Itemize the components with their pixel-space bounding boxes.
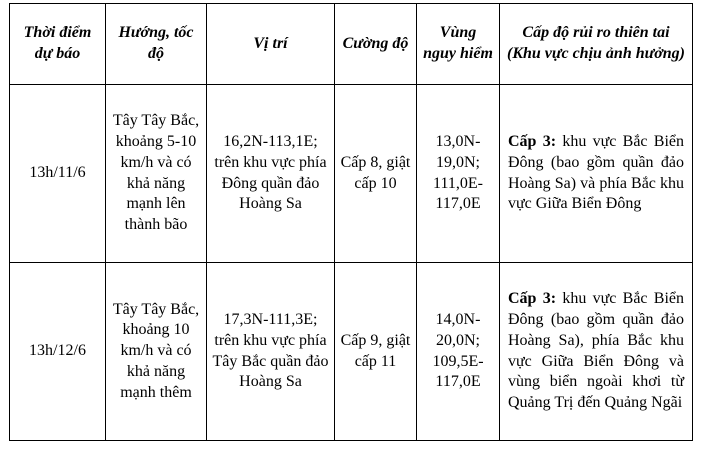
cell-direction-speed: Tây Tây Bắc, khoảng 5-10 km/h và có khả năng mạnh lên thành bão (106, 85, 207, 263)
header-risk-level: Cấp độ rủi ro thiên tai (Khu vực chịu ảnh hưởng) (500, 4, 693, 85)
cell-position: 17,3N-111,3E; trên khu vực phía Tây Bắc quần đảo Hoàng Sa (207, 263, 335, 441)
cell-risk-level (500, 85, 693, 263)
header-position: Vị trí (207, 4, 335, 85)
forecast-table-container (9, 3, 693, 441)
header-forecast-time: Thời điểm dự báo (10, 4, 106, 85)
risk-level-label: Cấp 3: (508, 132, 557, 150)
header-direction-speed: Hướng, tốc độ (106, 4, 207, 85)
header-intensity: Cường độ (335, 4, 417, 85)
table-row (10, 85, 693, 263)
risk-level-label: Cấp 3: (508, 290, 557, 308)
risk-area-text: khu vực Bắc Biển Đông (bao gồm quần đảo Hoàng Sa) và phía Bắc khu vực Giữa Biển Đông (508, 132, 685, 213)
storm-forecast-table (9, 3, 693, 441)
cell-danger-zone: 13,0N-19,0N; 111,0E-117,0E (417, 85, 500, 263)
cell-forecast-time: 13h/11/6 (10, 85, 106, 263)
cell-forecast-time: 13h/12/6 (10, 263, 106, 441)
cell-intensity: Cấp 9, giật cấp 11 (335, 263, 417, 441)
cell-position: 16,2N-113,1E; trên khu vực phía Đông quần đảo Hoàng Sa (207, 85, 335, 263)
header-danger-zone: Vùng nguy hiểm (417, 4, 500, 85)
cell-direction-speed: Tây Tây Bắc, khoảng 10 km/h và có khả năng mạnh thêm (106, 263, 207, 441)
cell-danger-zone: 14,0N-20,0N; 109,5E-117,0E (417, 263, 500, 441)
cell-intensity: Cấp 8, giật cấp 10 (335, 85, 417, 263)
table-header-row (10, 4, 693, 85)
table-row (10, 263, 693, 441)
risk-area-text: khu vực Bắc Biển Đông (bao gồm quần đảo Hoàng Sa), phía Bắc khu vực Giữa Biển Đông và vùng biển ngoài khơi từ Quảng Trị đến Quảng Ngãi (508, 290, 685, 412)
cell-risk-level (500, 263, 693, 441)
